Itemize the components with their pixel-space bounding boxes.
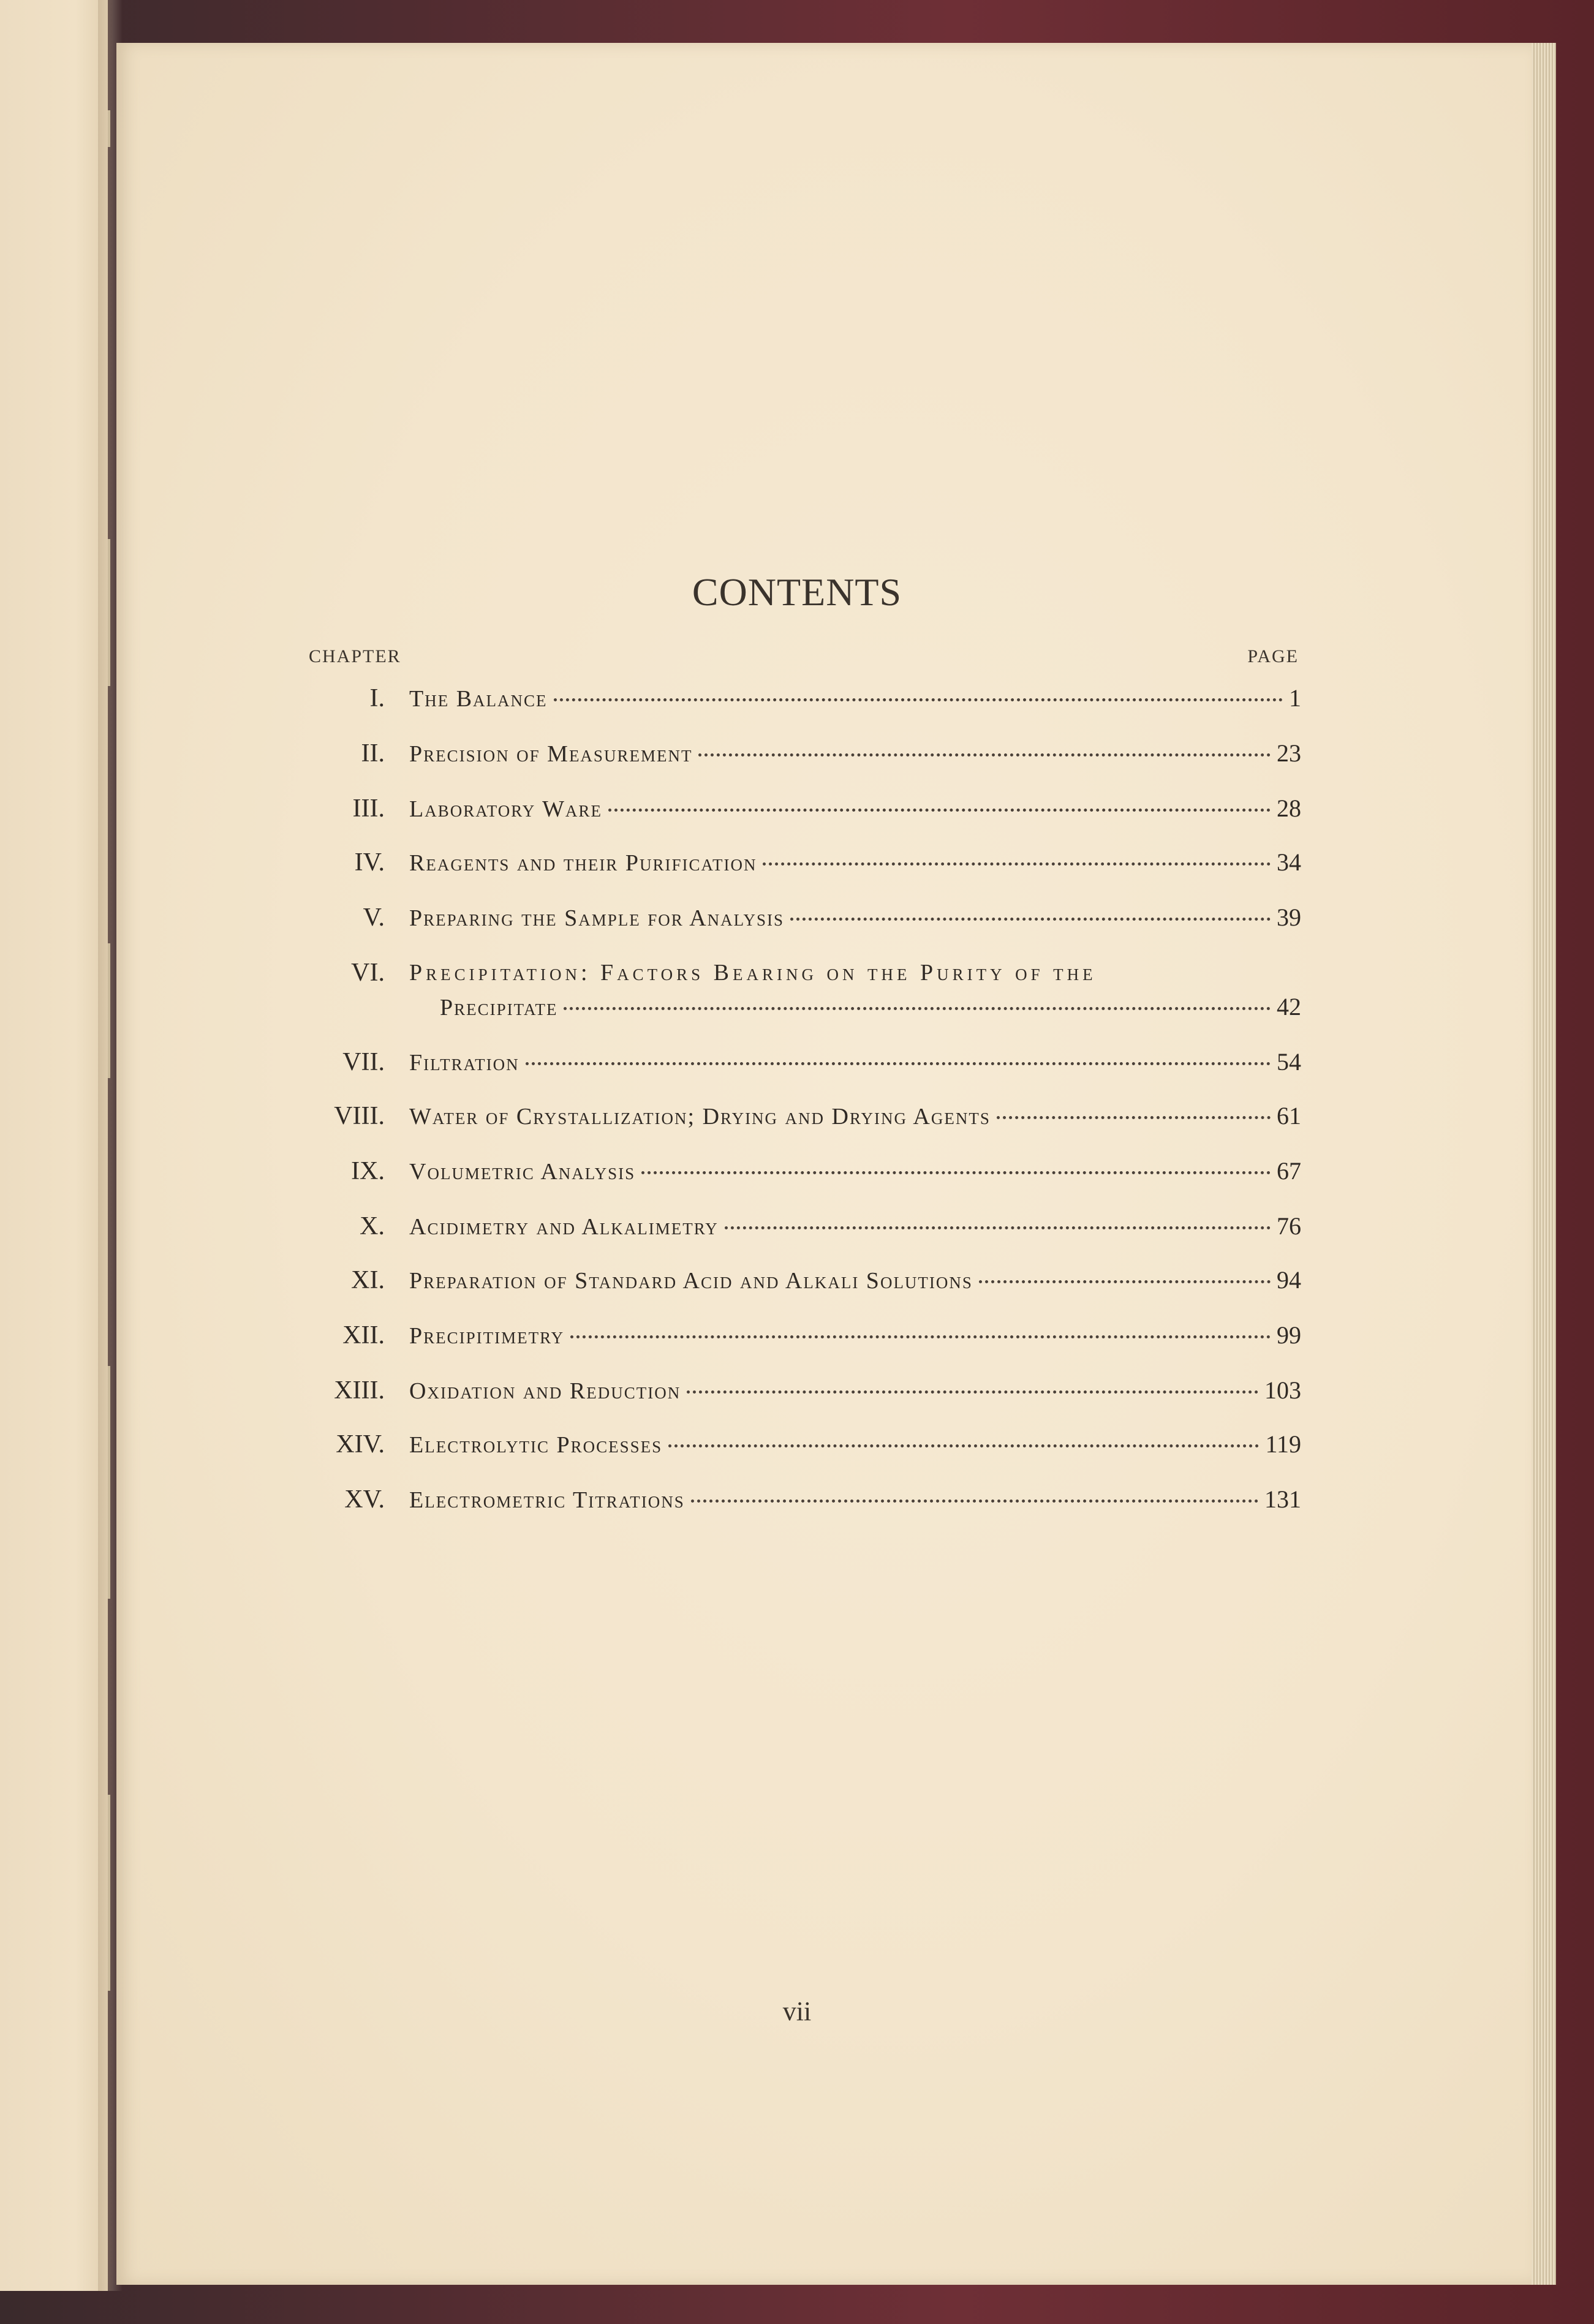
entry-line xyxy=(409,1096,1301,1136)
chapter-number: XIV. xyxy=(336,1430,385,1458)
column-header-page: PAGE xyxy=(1247,646,1299,666)
chapter-title: Preparation of Standard Acid and Alkali Solutions xyxy=(409,1268,973,1294)
page-number: 54 xyxy=(1277,1048,1301,1076)
leader-dots xyxy=(668,1438,1259,1447)
leader-dots xyxy=(763,856,1271,866)
chapter-number: III. xyxy=(352,794,385,823)
leader-dots xyxy=(725,1220,1271,1229)
toc-entry xyxy=(0,1096,1594,1136)
entry-line xyxy=(409,1316,1301,1355)
toc-entry xyxy=(0,1152,1594,1191)
chapter-title: Reagents and their Purification xyxy=(409,850,757,876)
leader-dots xyxy=(554,692,1283,701)
chapter-title: Filtration xyxy=(409,1050,519,1076)
page-number: 94 xyxy=(1277,1266,1301,1294)
page-number: 131 xyxy=(1264,1485,1301,1513)
chapter-number: V. xyxy=(363,904,385,932)
chapter-number: VII. xyxy=(342,1048,385,1076)
chapter-number: XV. xyxy=(344,1485,385,1514)
toc-entry xyxy=(0,679,1594,718)
entry-line xyxy=(409,789,1301,828)
leader-dots xyxy=(570,1329,1271,1338)
toc-entry xyxy=(0,1261,1594,1300)
entry-line xyxy=(409,679,1301,718)
toc-entry-continuation xyxy=(0,987,1594,1027)
leader-dots xyxy=(608,802,1271,812)
chapter-title: Precision of Measurement xyxy=(409,741,693,767)
page-number: 61 xyxy=(1277,1102,1301,1130)
toc-entry xyxy=(0,1425,1594,1464)
chapter-number: X. xyxy=(360,1212,385,1240)
chapter-title: Electrometric Titrations xyxy=(409,1487,685,1513)
page-number: 28 xyxy=(1277,794,1301,822)
entry-line xyxy=(440,987,1301,1027)
column-header-chapter: CHAPTER xyxy=(309,646,401,666)
chapter-number: XIII. xyxy=(334,1376,385,1405)
chapter-title: Preparing the Sample for Analysis xyxy=(409,905,784,931)
leader-dots xyxy=(790,911,1271,921)
page-number: 34 xyxy=(1277,848,1301,876)
page-number: 67 xyxy=(1277,1157,1301,1185)
leader-dots xyxy=(691,1493,1258,1503)
chapter-number: VIII. xyxy=(334,1102,385,1130)
entry-line xyxy=(409,843,1301,882)
chapter-title: Volumetric Analysis xyxy=(409,1159,636,1185)
leader-dots xyxy=(641,1165,1271,1174)
chapter-number: II. xyxy=(361,739,385,768)
page-folio: vii xyxy=(782,1996,812,2026)
leader-dots xyxy=(564,1001,1271,1010)
toc-entry xyxy=(0,1207,1594,1246)
entry-line xyxy=(409,1152,1301,1191)
left-page xyxy=(0,0,108,2291)
toc-entry xyxy=(0,898,1594,937)
page-number: 1 xyxy=(1289,684,1301,712)
entry-line xyxy=(409,1261,1301,1300)
contents-heading: CONTENTS xyxy=(692,570,902,614)
page-number: 99 xyxy=(1277,1321,1301,1349)
entry-line xyxy=(409,953,1240,992)
toc-entry xyxy=(0,789,1594,828)
toc-entry xyxy=(0,1043,1594,1082)
page-number: 76 xyxy=(1277,1212,1301,1240)
chapter-number: IV. xyxy=(354,848,385,877)
entry-line xyxy=(409,734,1301,773)
page-number: 119 xyxy=(1265,1430,1301,1458)
entry-line xyxy=(409,1207,1301,1246)
chapter-title: The Balance xyxy=(409,686,548,712)
page-number: 42 xyxy=(1277,993,1301,1021)
chapter-number: I. xyxy=(369,684,385,712)
toc-entry xyxy=(0,843,1594,882)
leader-dots xyxy=(687,1384,1258,1394)
chapter-title: Precipitimetry xyxy=(409,1323,565,1349)
chapter-title: Water of Crystallization; Drying and Drying Agents xyxy=(409,1104,991,1130)
chapter-title: Oxidation and Reduction xyxy=(409,1378,681,1404)
binding-stitch xyxy=(108,1795,110,1991)
chapter-title: Precipitation: Factors Bearing on the Purity of the xyxy=(409,960,1097,986)
chapter-title: Laboratory Ware xyxy=(409,796,602,822)
toc-entry xyxy=(0,734,1594,773)
chapter-number: IX. xyxy=(351,1157,385,1185)
chapter-title-continued: Precipitate xyxy=(440,995,558,1021)
page-number: 103 xyxy=(1264,1376,1301,1404)
page-number: 23 xyxy=(1277,739,1301,767)
chapter-number: XI. xyxy=(351,1266,385,1294)
entry-line xyxy=(409,898,1301,937)
toc-entry xyxy=(0,1371,1594,1410)
toc-entry xyxy=(0,1480,1594,1519)
leader-dots xyxy=(526,1056,1271,1065)
page-number: 39 xyxy=(1277,904,1301,931)
chapter-title: Acidimetry and Alkalimetry xyxy=(409,1214,719,1240)
entry-line xyxy=(409,1480,1301,1519)
entry-line xyxy=(409,1043,1301,1082)
chapter-number: VI. xyxy=(351,959,385,987)
leader-dots xyxy=(997,1110,1271,1119)
chapter-title: Electrolytic Processes xyxy=(409,1432,663,1458)
toc-entry xyxy=(0,953,1594,992)
entry-line xyxy=(409,1425,1301,1464)
toc-entry xyxy=(0,1316,1594,1355)
chapter-number: XII. xyxy=(342,1321,385,1349)
leader-dots xyxy=(698,747,1271,756)
entry-line xyxy=(409,1371,1301,1410)
leader-dots xyxy=(979,1274,1271,1283)
binding-stitch xyxy=(108,110,110,147)
